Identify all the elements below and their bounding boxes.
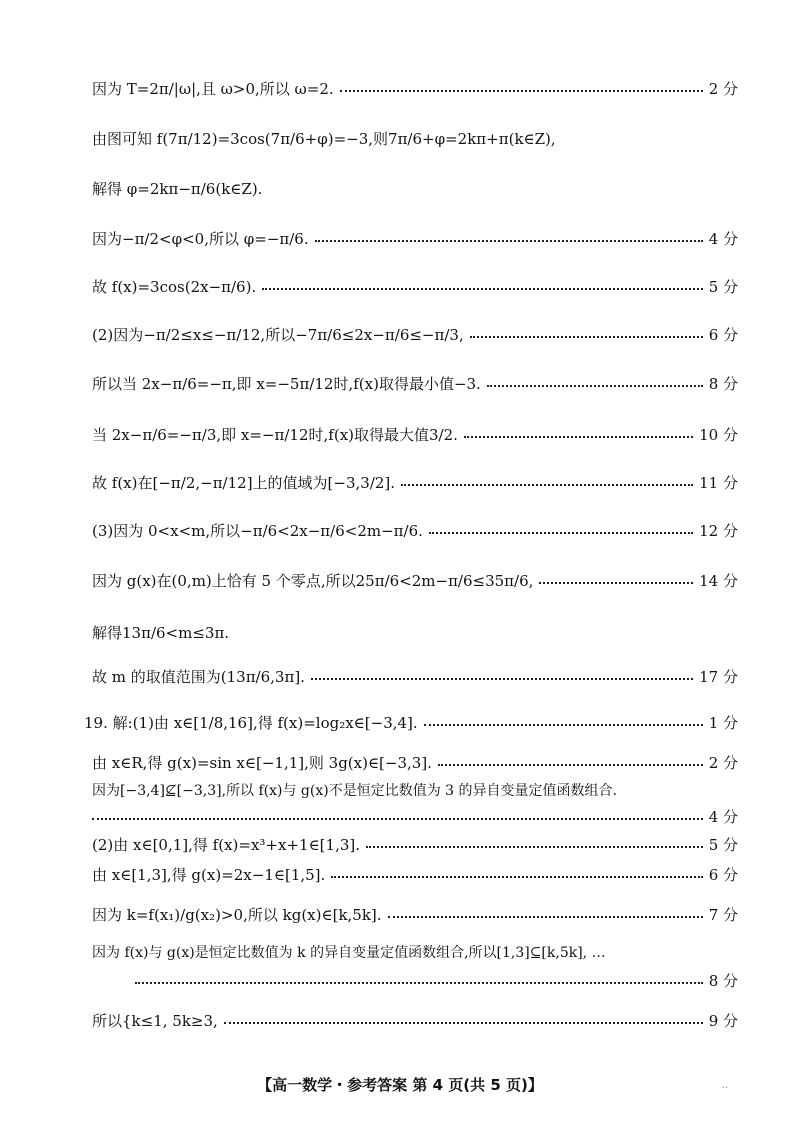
line-score: 2 分 [708, 80, 738, 98]
answer-line [92, 942, 738, 962]
line-text: 由图可知 f(7π/12)=3cos(7π/6+φ)=−3,则7π/6+φ=2kπ+π(k∈Z), [92, 130, 556, 148]
page-footer: 【高一数学・参考答案 第 4 页(共 5 页)】 [257, 1076, 543, 1094]
answer-line [92, 752, 738, 773]
line-score: 8 分 [708, 375, 738, 393]
line-score: 8 分 [708, 972, 738, 990]
answer-line [92, 373, 738, 394]
answer-line [92, 666, 738, 687]
line-score: 6 分 [708, 866, 738, 884]
answer-line [92, 276, 738, 297]
dot-leader [311, 678, 693, 680]
line-score: 5 分 [708, 278, 738, 296]
dot-leader [388, 916, 703, 918]
answer-line [92, 864, 738, 885]
dot-leader [366, 846, 703, 848]
line-text: 解得13π/6<m≤3π. [92, 624, 230, 642]
line-text: 因为 f(x)与 g(x)是恒定比数值为 k 的异自变量定值函数组合,所以[1,3]⊆[k,5k], … [92, 945, 606, 961]
answer-line [92, 78, 738, 99]
answer-line [92, 424, 738, 445]
line-text: 解得 φ=2kπ−π/6(k∈Z). [92, 180, 263, 198]
line-text: 所以当 2x−π/6=−π,即 x=−5π/12时,f(x)取得最小值−3. [92, 375, 481, 393]
answer-line [92, 1010, 738, 1031]
answer-line [92, 806, 738, 827]
line-text: 故 f(x)在[−π/2,−π/12]上的值域为[−3,3/2]. [92, 474, 396, 492]
dot-leader [429, 532, 693, 534]
line-text: (2)因为−π/2≤x≤−π/12,所以−7π/6≤2x−π/6≤−π/3, [92, 326, 464, 344]
dot-leader [224, 1022, 703, 1024]
line-text: 因为 k=f(x₁)/g(x₂)>0,所以 kg(x)∈[k,5k]. [92, 906, 382, 924]
scan-mark: .. [722, 1080, 729, 1091]
dot-leader [331, 876, 702, 878]
line-score: 10 分 [699, 426, 738, 444]
answer-line [92, 570, 738, 591]
dot-leader [539, 582, 693, 584]
dot-leader [487, 385, 703, 387]
line-text: 由 x∈R,得 g(x)=sin x∈[−1,1],则 3g(x)∈[−3,3]. [92, 754, 432, 772]
dot-leader [262, 288, 702, 290]
dot-leader [92, 818, 703, 820]
dot-leader [315, 240, 703, 242]
dot-leader [340, 90, 703, 92]
answer-line [92, 228, 738, 249]
line-score: 12 分 [699, 522, 738, 540]
line-score: 17 分 [699, 668, 738, 686]
line-text: 19. 解:(1)由 x∈[1/8,16],得 f(x)=log₂x∈[−3,4]. [84, 714, 418, 732]
line-text: 当 2x−π/6=−π/3,即 x=−π/12时,f(x)取得最大值3/2. [92, 426, 458, 444]
dot-leader [438, 764, 703, 766]
answer-line [92, 520, 738, 541]
line-text: 故 f(x)=3cos(2x−π/6). [92, 278, 257, 296]
line-score: 9 分 [708, 1012, 738, 1030]
answer-line [92, 622, 738, 643]
answer-line [92, 834, 738, 855]
answer-line [135, 970, 738, 991]
answer-line [92, 780, 738, 800]
line-score: 4 分 [708, 808, 738, 826]
line-text: 因为[−3,4]⊈[−3,3],所以 f(x)与 g(x)不是恒定比数值为 3 的异自变量定值函数组合. [92, 783, 617, 799]
answer-line [92, 904, 738, 925]
line-text: 因为 g(x)在(0,m)上恰有 5 个零点,所以25π/6<2m−π/6≤35π/6, [92, 572, 534, 590]
line-score: 6 分 [708, 326, 738, 344]
line-score: 7 分 [708, 906, 738, 924]
dot-leader [401, 484, 693, 486]
answer-line [92, 178, 738, 199]
dot-leader [470, 336, 703, 338]
dot-leader [464, 436, 693, 438]
line-text: 所以{k≤1, 5k≥3, [92, 1012, 218, 1030]
answer-line [92, 324, 738, 345]
line-text: 因为−π/2<φ<0,所以 φ=−π/6. [92, 230, 309, 248]
line-text: (3)因为 0<x<m,所以−π/6<2x−π/6<2m−π/6. [92, 522, 423, 540]
line-text: (2)由 x∈[0,1],得 f(x)=x³+x+1∈[1,3]. [92, 836, 361, 854]
answer-line [92, 128, 738, 149]
line-score: 2 分 [708, 754, 738, 772]
answer-line [92, 472, 738, 493]
line-text: 由 x∈[1,3],得 g(x)=2x−1∈[1,5]. [92, 866, 326, 884]
line-text: 故 m 的取值范围为(13π/6,3π]. [92, 668, 305, 686]
dot-leader [424, 724, 703, 726]
answer-line [84, 712, 738, 733]
line-text: 因为 T=2π/|ω|,且 ω>0,所以 ω=2. [92, 80, 334, 98]
line-score: 4 分 [708, 230, 738, 248]
line-score: 1 分 [708, 714, 738, 732]
line-score: 14 分 [699, 572, 738, 590]
dot-leader [135, 982, 703, 984]
line-score: 11 分 [699, 474, 738, 492]
line-score: 5 分 [708, 836, 738, 854]
